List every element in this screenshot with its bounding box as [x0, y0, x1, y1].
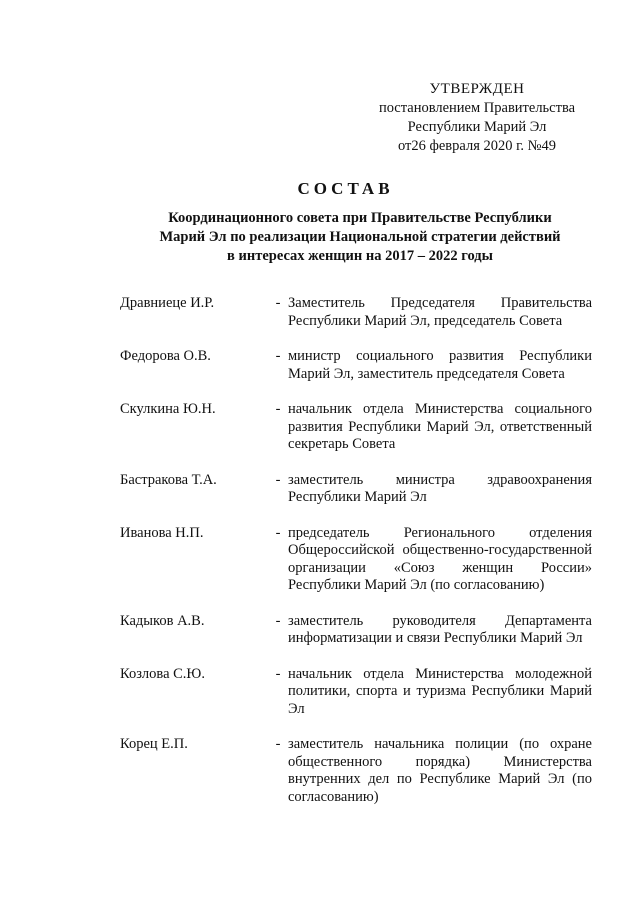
- approval-title: УТВЕРЖДЕН: [429, 81, 525, 97]
- member-role: заместитель руководителя Департамента информатизации и связи Республики Марий Эл: [288, 612, 592, 646]
- member-role: начальник отдела Министерства молодежной политики, спорта и туризма Республики Марий Эл: [288, 665, 592, 717]
- member-name: Федорова О.В.: [120, 348, 211, 364]
- approval-stamp: [367, 80, 587, 156]
- member-name: Бастракова Т.А.: [120, 471, 217, 488]
- member-row: [120, 736, 592, 806]
- member-dash: -: [275, 401, 281, 417]
- member-role: министр социального развития Республики Марий Эл, заместитель председателя Совета: [288, 348, 592, 382]
- member-dash: -: [275, 471, 281, 488]
- member-row: [120, 295, 592, 330]
- member-dash: -: [275, 736, 281, 752]
- subtitle-line: Марий Эл по реализации Национальной стратегии действий: [159, 229, 561, 245]
- member-dash: -: [275, 348, 281, 364]
- member-dash: -: [275, 295, 281, 311]
- member-dash: -: [275, 524, 281, 541]
- member-row: [120, 472, 592, 507]
- member-dash: -: [275, 665, 281, 682]
- member-name: Дравниеце И.Р.: [120, 295, 215, 311]
- member-name: Корец Е.П.: [120, 736, 188, 752]
- member-name: Козлова С.Ю.: [120, 665, 205, 682]
- approval-line: постановлением Правительства: [378, 100, 576, 116]
- member-role: Заместитель Председателя Правительства Республики Марий Эл, председатель Совета: [288, 295, 592, 329]
- document-title: СОСТАВ: [297, 179, 394, 198]
- member-row: [120, 348, 592, 383]
- member-row: [120, 401, 592, 454]
- member-row: [120, 613, 592, 648]
- member-role: начальник отдела Министерства социального развития Республики Марий Эл, ответственный секретарь Совета: [288, 401, 592, 452]
- approval-date-line: от26 февраля 2020 г. №49: [397, 138, 557, 154]
- document-subtitle: [120, 209, 600, 266]
- member-row: [120, 525, 592, 595]
- member-name: Скулкина Ю.Н.: [120, 401, 216, 417]
- members-list: [120, 295, 592, 806]
- subtitle-line: в интересах женщин на 2017 – 2022 годы: [227, 248, 493, 264]
- approval-line: Республики Марий Эл: [407, 119, 547, 135]
- member-role: заместитель начальника полиции (по охране общественного порядка) Министерства внутренних дел по Республике Марий Эл (по согласованию): [288, 736, 592, 805]
- member-dash: -: [275, 612, 281, 629]
- member-row: [120, 666, 592, 719]
- member-role: председатель Регионального отделения Общероссийской общественно-государственной организации «Союз женщин России» Республики Марий Эл (по согласованию): [288, 524, 592, 593]
- member-role: заместитель министра здравоохранения Республики Марий Эл: [288, 471, 592, 505]
- member-name: Кадыков А.В.: [120, 612, 205, 629]
- subtitle-line: Координационного совета при Правительстве Республики: [168, 210, 552, 226]
- member-name: Иванова Н.П.: [120, 524, 204, 541]
